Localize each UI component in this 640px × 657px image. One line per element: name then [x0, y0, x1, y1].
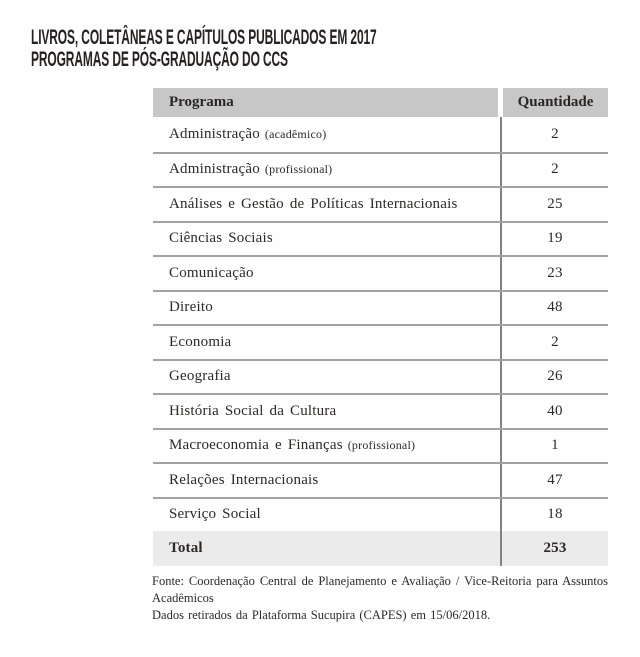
table-row — [153, 324, 608, 359]
program-cell — [153, 395, 500, 428]
program-cell — [153, 499, 500, 532]
quantity-cell: 2 — [500, 326, 608, 359]
total-quantity-cell: 253 — [500, 531, 608, 566]
table-row — [153, 462, 608, 497]
column-header-quantidade: Quantidade — [503, 88, 608, 117]
program-name: História Social da Cultura — [169, 402, 337, 419]
quantity-cell: 2 — [500, 117, 608, 152]
program-name: Economia — [169, 333, 232, 350]
table-row — [153, 221, 608, 256]
title-line-2: PROGRAMAS DE PÓS-GRADUAÇÃO DO CCS — [31, 48, 288, 71]
program-cell — [153, 257, 500, 290]
table-row — [153, 497, 608, 532]
program-name: Análises e Gestão de Políticas Internacionais — [169, 195, 458, 212]
program-cell — [153, 361, 500, 394]
program-name: Direito — [169, 299, 213, 316]
program-cell — [153, 223, 500, 256]
quantity-cell: 1 — [500, 430, 608, 463]
program-cell — [153, 326, 500, 359]
program-name: Macroeconomia e Finanças — [169, 437, 343, 454]
program-name: Comunicação — [169, 264, 254, 281]
quantity-cell: 18 — [500, 499, 608, 532]
table-row — [153, 290, 608, 325]
quantity-cell: 40 — [500, 395, 608, 428]
source-line-2: Acadêmicos — [152, 591, 214, 605]
program-name: Administração — [169, 161, 260, 178]
quantity-cell: 19 — [500, 223, 608, 256]
table-row — [153, 152, 608, 187]
table-total-row — [153, 531, 608, 566]
table-row — [153, 186, 608, 221]
table-header-row — [153, 88, 608, 117]
program-name: Administração — [169, 125, 260, 142]
program-cell — [153, 292, 500, 325]
program-cell — [153, 464, 500, 497]
program-note: (profissional) — [347, 438, 416, 453]
program-name: Ciências Sociais — [169, 230, 273, 247]
table-row — [153, 117, 608, 152]
quantity-cell: 2 — [500, 154, 608, 187]
source-note — [152, 573, 608, 624]
title-line-1: LIVROS, COLETÂNEAS E CAPÍTULOS PUBLICADOS EM 2017 — [31, 26, 377, 49]
quantity-cell: 26 — [500, 361, 608, 394]
column-header-programa: Programa — [153, 88, 498, 117]
program-cell — [153, 188, 500, 221]
page-title — [31, 27, 637, 71]
quantity-cell: 48 — [500, 292, 608, 325]
program-note: (profissional) — [264, 162, 333, 177]
source-line-1: Fonte: Coordenação Central de Planejamento e Avaliação / Vice-Reitoria para Assuntos — [152, 574, 608, 588]
quantity-cell: 23 — [500, 257, 608, 290]
quantity-cell: 47 — [500, 464, 608, 497]
publications-table — [153, 88, 608, 566]
table-row — [153, 428, 608, 463]
total-label: Total — [169, 539, 203, 556]
total-label-cell — [153, 531, 500, 566]
program-name: Serviço Social — [169, 506, 261, 523]
table-row — [153, 393, 608, 428]
program-name: Relações Internacionais — [169, 471, 319, 488]
program-note: (acadêmico) — [264, 126, 327, 141]
data-note: Dados retirados da Plataforma Sucupira (CAPES) em 15/06/2018. — [152, 608, 491, 622]
program-cell — [153, 117, 500, 152]
quantity-cell: 25 — [500, 188, 608, 221]
table-row — [153, 359, 608, 394]
program-name: Geografia — [169, 368, 231, 385]
table-row — [153, 255, 608, 290]
program-cell — [153, 430, 500, 463]
program-cell — [153, 154, 500, 187]
